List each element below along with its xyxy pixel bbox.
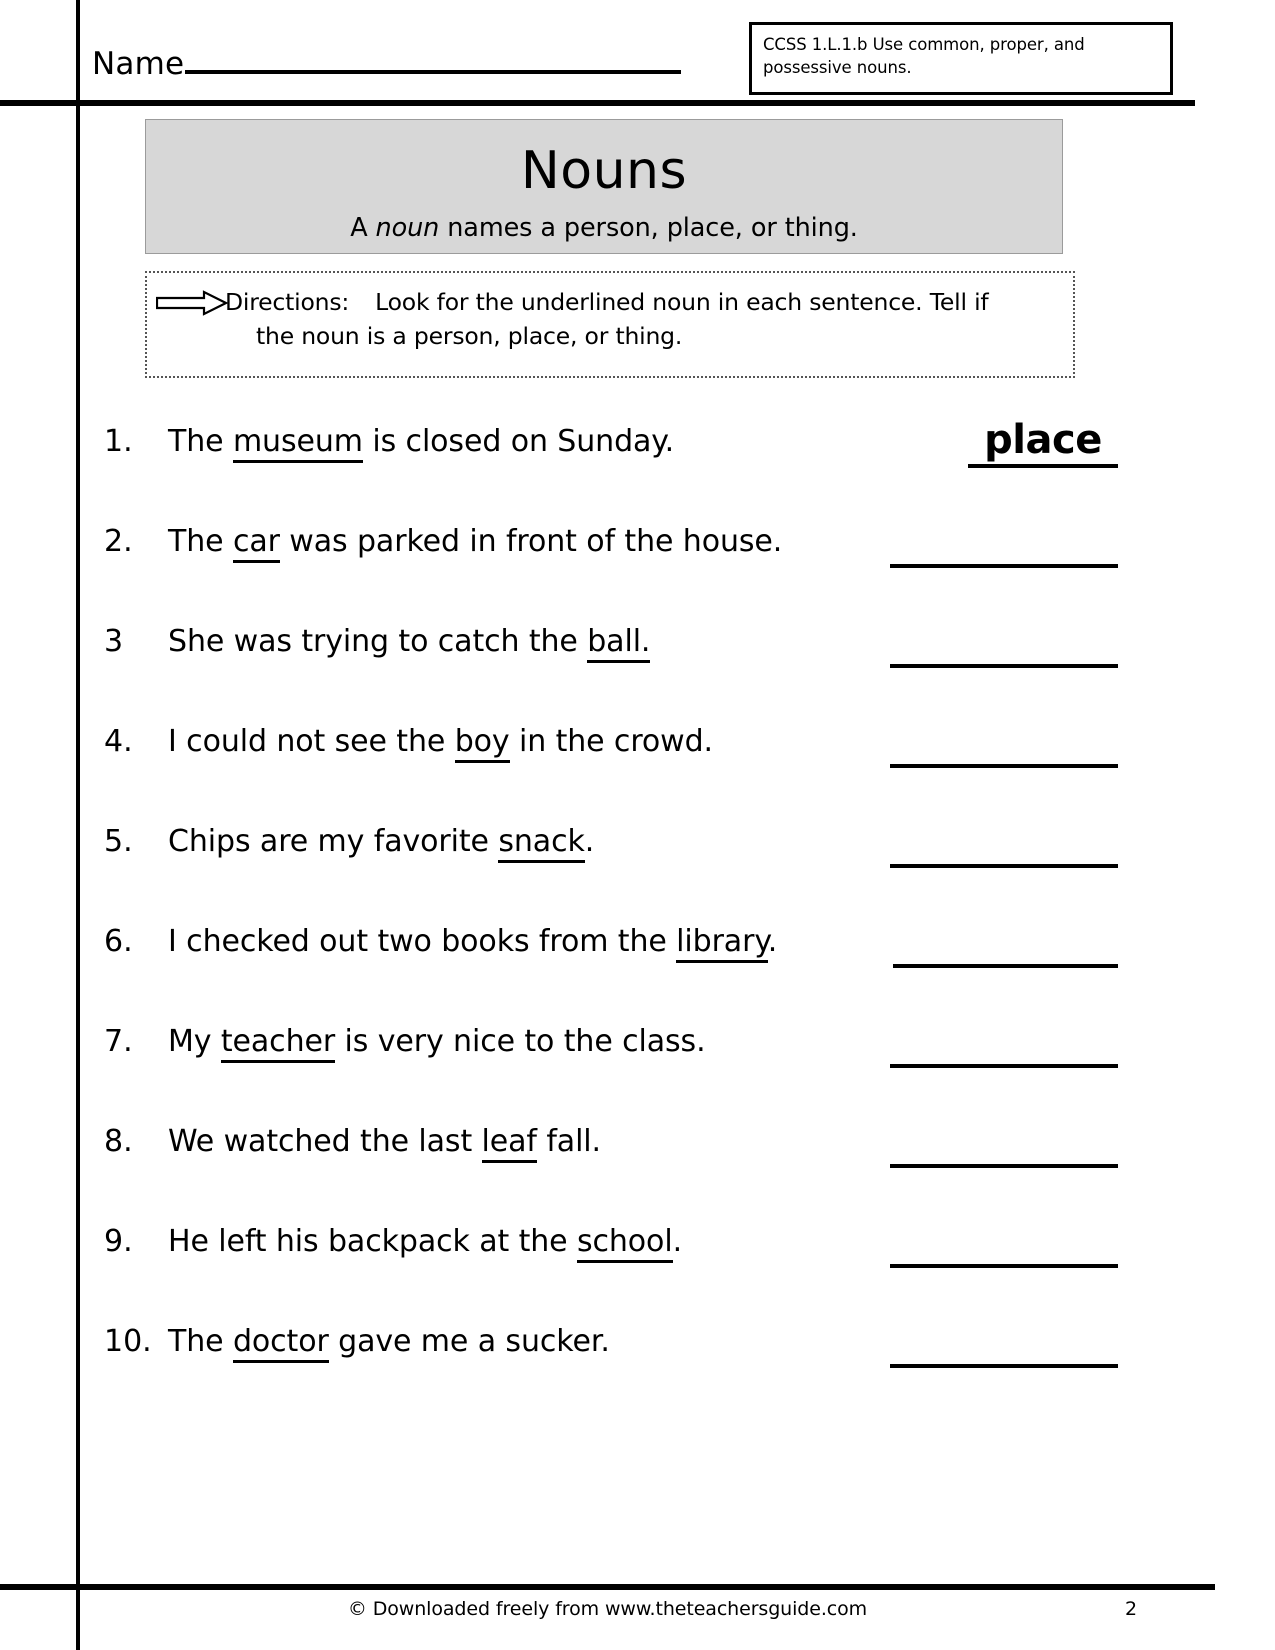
ccss-line-1: CCSS 1.L.1.b Use common, proper, and (763, 35, 1085, 54)
underlined-noun: museum (233, 424, 363, 463)
name-label: Name (92, 46, 185, 82)
sentence-before-noun: I checked out two books from the (168, 924, 677, 959)
question-number: 10. (104, 1324, 152, 1359)
question-number: 2. (104, 524, 133, 559)
directions-box (145, 271, 1075, 378)
sentence-before-noun: We watched the last (168, 1124, 482, 1159)
answer-blank[interactable] (890, 624, 1118, 668)
question-sentence (168, 724, 713, 759)
question-sentence (168, 924, 777, 959)
title-banner (145, 119, 1063, 254)
question-number: 5. (104, 824, 133, 859)
answer-blank[interactable] (890, 1224, 1118, 1268)
sentence-before-noun: The (168, 424, 233, 459)
question-sentence (168, 624, 650, 659)
sentence-before-noun: He left his backpack at the (168, 1224, 577, 1259)
question-list (0, 417, 1275, 1424)
subtitle-before: A (350, 213, 376, 243)
underlined-noun: snack (498, 824, 584, 863)
answer-blank[interactable] (890, 824, 1118, 868)
name-field-row (92, 44, 681, 82)
subtitle-italic-word: noun (375, 213, 440, 243)
sentence-after-noun: is closed on Sunday. (362, 424, 675, 459)
underlined-noun: teacher (221, 1024, 335, 1063)
sentence-after-noun: fall. (536, 1124, 601, 1159)
header-divider-rule (0, 100, 1195, 106)
sentence-before-noun: The (168, 524, 233, 559)
answer-blank[interactable] (890, 1024, 1118, 1068)
question-sentence (168, 1324, 610, 1359)
ccss-line-2: possessive nouns. (763, 58, 912, 78)
ccss-standard-box (749, 22, 1173, 95)
question-sentence (168, 1024, 706, 1059)
sentence-after-noun: . (672, 1224, 682, 1259)
directions-text (225, 285, 1063, 353)
question-number: 8. (104, 1124, 133, 1159)
underlined-noun: doctor (233, 1324, 329, 1363)
question-sentence (168, 424, 674, 459)
sentence-before-noun: The (168, 1324, 233, 1359)
question-number: 3 (104, 624, 124, 659)
question-row (0, 1324, 1275, 1424)
question-sentence (168, 1124, 601, 1159)
sentence-after-noun: gave me a sucker. (328, 1324, 610, 1359)
sentence-before-noun: She was trying to catch the (168, 624, 588, 659)
footer-credit: © Downloaded freely from www.theteachersguide.com (347, 1598, 868, 1620)
sentence-after-noun: in the crowd. (509, 724, 713, 759)
answer-blank[interactable] (968, 417, 1118, 468)
underlined-noun: car (233, 524, 280, 563)
question-row (0, 417, 1275, 524)
answer-blank[interactable] (890, 1124, 1118, 1168)
question-number: 9. (104, 1224, 133, 1259)
answer-text: place (984, 417, 1102, 463)
underlined-noun: leaf (482, 1124, 537, 1163)
question-number: 4. (104, 724, 133, 759)
question-row (0, 624, 1275, 724)
question-row (0, 724, 1275, 824)
sentence-after-noun: is very nice to the class. (335, 1024, 706, 1059)
question-sentence (168, 524, 782, 559)
directions-line-1: Look for the underlined noun in each sentence. Tell if (375, 288, 989, 316)
question-row (0, 924, 1275, 1024)
answer-blank[interactable] (890, 1324, 1118, 1368)
question-row (0, 1124, 1275, 1224)
directions-label: Directions: (225, 288, 350, 316)
sentence-after-noun: was parked in front of the house. (279, 524, 783, 559)
underlined-noun: ball. (587, 624, 650, 663)
page-subtitle (146, 197, 1062, 243)
directions-line-2: the noun is a person, place, or thing. (256, 322, 683, 351)
page-title: Nouns (520, 141, 688, 201)
question-row (0, 1024, 1275, 1124)
sentence-before-noun: I could not see the (168, 724, 455, 759)
right-arrow-outline-icon (156, 290, 228, 316)
subtitle-after: names a person, place, or thing. (439, 213, 858, 243)
question-number: 7. (104, 1024, 133, 1059)
question-row (0, 824, 1275, 924)
sentence-after-noun: . (767, 924, 778, 959)
answer-blank[interactable] (890, 524, 1118, 568)
answer-blank[interactable] (890, 724, 1118, 768)
name-input-blank[interactable] (185, 44, 681, 74)
page-number: 2 (1125, 1598, 1138, 1620)
question-sentence (168, 1224, 682, 1259)
question-sentence (168, 824, 594, 859)
underlined-noun: boy (455, 724, 510, 763)
question-number: 1. (104, 424, 133, 459)
footer-divider-rule (0, 1584, 1215, 1590)
question-row (0, 1224, 1275, 1324)
answer-blank[interactable] (893, 924, 1118, 968)
sentence-after-noun: . (584, 824, 595, 859)
question-row (0, 524, 1275, 624)
sentence-before-noun: Chips are my favorite (168, 824, 499, 859)
question-number: 6. (104, 924, 133, 959)
underlined-noun: school (577, 1224, 673, 1263)
underlined-noun: library (676, 924, 768, 963)
sentence-before-noun: My (168, 1024, 221, 1059)
